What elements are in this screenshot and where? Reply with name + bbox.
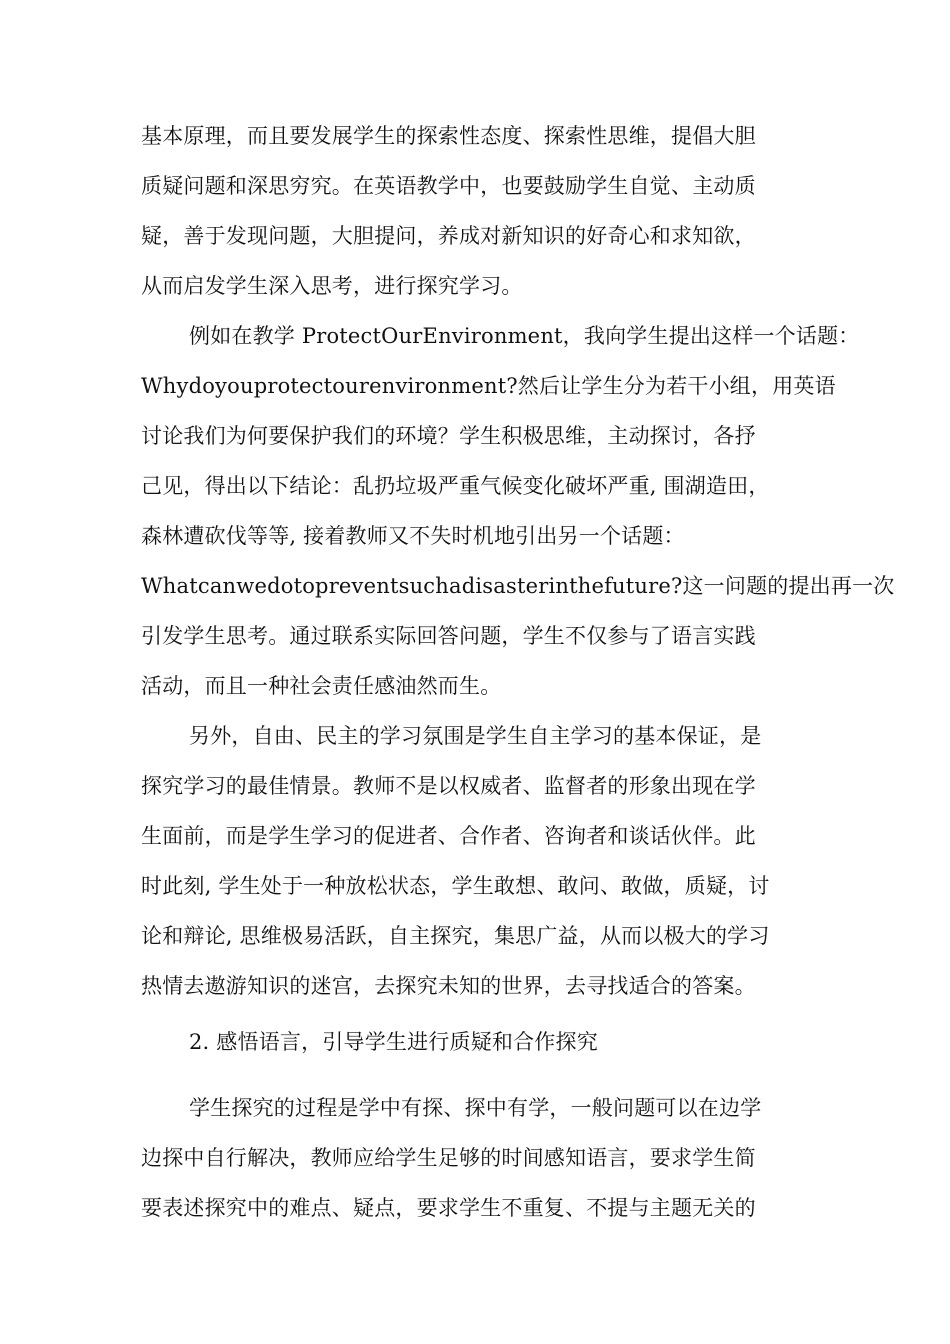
- text-line-18: 热情去遨游知识的迷宫，去探究未知的世界，去寻找适合的答案。: [141, 974, 756, 998]
- text-line-17: 论和辩论, 思维极易活跃，自主探究，集思广益，从而以极大的学习: [141, 924, 770, 948]
- text-line-2: 质疑问题和深思穷究。在英语教学中，也要鼓励学生自觉、主动质: [141, 174, 756, 198]
- text-line-1: 基本原理，而且要发展学生的探索性态度、探索性思维，提倡大胆: [141, 124, 756, 148]
- section-heading: 2. 感悟语言，引导学生进行质疑和合作探究: [189, 1030, 598, 1054]
- text-line-6: Whydoyouprotectourenvironment?然后让学生分为若干小组，用英语: [141, 374, 836, 398]
- text-line-20: 边探中自行解决，教师应给学生足够的时间感知语言，要求学生简: [141, 1146, 756, 1170]
- text-line-8: 己见，得出以下结论：乱扔垃圾严重气候变化破坏严重, 围湖造田，: [141, 474, 770, 498]
- text-line-19: 学生探究的过程是学中有探、探中有学，一般问题可以在边学: [189, 1096, 762, 1120]
- text-line-11: 引发学生思考。通过联系实际回答问题，学生不仅参与了语言实践: [141, 624, 756, 648]
- text-line-7: 讨论我们为何要保护我们的环境？学生积极思维，主动探讨，各抒: [141, 424, 756, 448]
- text-line-14: 探究学习的最佳情景。教师不是以权威者、监督者的形象出现在学: [141, 774, 756, 798]
- text-line-15: 生面前，而是学生学习的促进者、合作者、咨询者和谈话伙伴。此: [141, 824, 756, 848]
- text-line-9: 森林遭砍伐等等, 接着教师又不失时机地引出另一个话题：: [141, 524, 685, 548]
- text-line-10: Whatcanwedotopreventsuchadisasterinthefuture?这一问题的提出再一次: [141, 574, 895, 598]
- text-line-21: 要表述探究中的难点、疑点，要求学生不重复、不提与主题无关的: [141, 1196, 756, 1220]
- text-line-13: 另外，自由、民主的学习氛围是学生自主学习的基本保证，是: [189, 724, 762, 748]
- text-line-5: 例如在教学 ProtectOurEnvironment，我向学生提出这样一个话题：: [189, 324, 860, 348]
- text-line-12: 活动，而且一种社会责任感油然而生。: [141, 674, 502, 698]
- text-line-3: 疑，善于发现问题，大胆提问，养成对新知识的好奇心和求知欲，: [141, 224, 756, 248]
- text-line-4: 从而启发学生深入思考，进行探究学习。: [141, 274, 523, 298]
- text-line-16: 时此刻, 学生处于一种放松状态，学生敢想、敢问、敢做，质疑，讨: [141, 874, 770, 898]
